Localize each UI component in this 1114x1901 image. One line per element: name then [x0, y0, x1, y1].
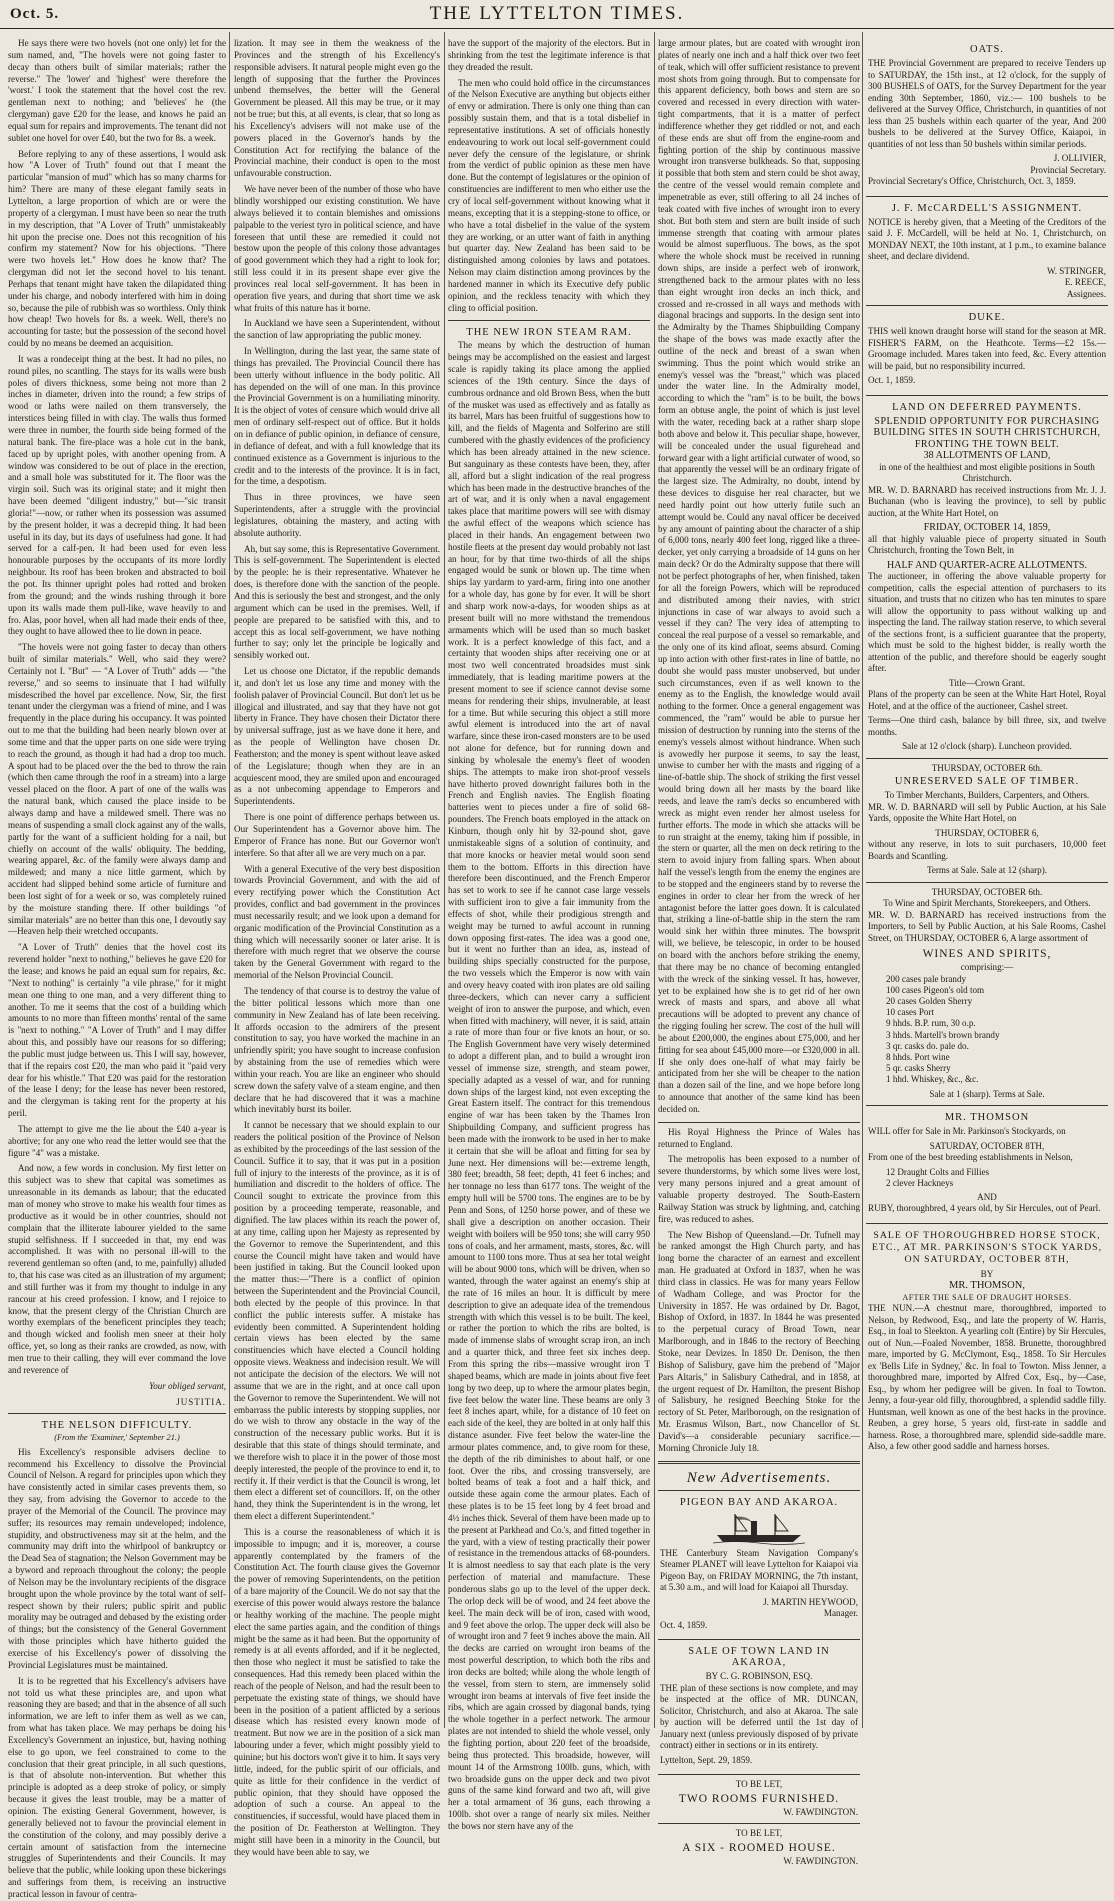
article-paragraph: This is a course the reasonableness of which it is impossible to impugn; and it is, moreover, a course apparently contemplated by the framers of the Constitution Act. The fourth clause gives the Governor the power of removing Superintendents, on the petition of a bare majority of the Council. We do not say that the exercise of this power would always restore the balance or healthy working of the machine. The people might elect the same parties again, and the condition of things might be the same as it had been. But the opportunity of remedy is at all events afforded, and if it be neglected, then those who neglect it must be satisfied to take the consequences. Had this remedy been placed within the reach of the people of Nelson, and had the result been to perpetuate the existing state of things, we should have been in the position of a patient afflicted by a serious disease which has resisted every known mode of treatment. But now we are in the position of a sick man labouring under a fever, which might possibly yield to quinine; but his doctors won't give it to him. It says very little, indeed, for the public spirit of our officials, and quite as little for their confidence in the verdict of public opinion, that they should have opposed the adoption of such a course. An appeal to the constituencies, if successful, would have placed them in the position of Dr. Featherston at Wellington. They might still have been in a minority in the Council, but they would have been able to say, we [234, 1526, 440, 1857]
advert-title: PIGEON BAY AND AKAROA. [679, 1496, 839, 1508]
advert-terms: Terms—One third cash, balance by bill three, six, and twelve months. [868, 715, 1106, 737]
advert-signature: E. REECE, [1064, 277, 1106, 287]
list-item: 100 cases Pigeon's old tom [886, 984, 985, 995]
advert-body: A SIX - ROOMED HOUSE. [682, 1841, 836, 1854]
advert-role: Provincial Secretary. [1030, 164, 1106, 175]
article-paragraph: Let us choose one Dictator, if the republic demands it, and don't let us lose any time and money with the foolish palaver of Provincial Council. But don't let us be illogical and illustrated, and say that they have not got liberty in France. They have chosen their Dictator there by universal suffrage, just as we have done it here, and as the people of Wellington have chosen Dr. Featherston; and the money is spent without leave asked of the Legislature; though when they are in an acquiescent mood, they are smiled upon and encouraged as a not unbecoming appendage to Emperors and Superintendents. [234, 666, 440, 807]
advert-title-line: Title—Crown Grant. [949, 677, 1025, 688]
advert-body: RUBY, thoroughbred, 4 years old, by Sir Hercules, out of Pearl. [868, 1203, 1101, 1214]
advert-body: without any reserve, in lots to suit purchasers, 10,000 feet Boards and Scantling. [868, 839, 1106, 861]
list-item: 12 Draught Colts and Fillies [886, 1166, 990, 1177]
list-item: 3 hhds. Martell's brown brandy [886, 1029, 1000, 1040]
advert-body: The auctioneer, in offering the above valuable property for competition, calls the especial attention of purchasers to its situation, and trusts that no citizen who has ten minutes to spare will allow the opportunity to pass without walking up and inspecting the land. The railway station reserve, to which several of the sections front, is a sufficient guarantee that the property, which must be sold to the highest bidder, is really worth the attention of the public, and therefore should be eagerly sought after. [868, 571, 1106, 673]
advert-oats [866, 38, 1108, 196]
advert-sale-time: Sale at 12 o'clock (sharp). Luncheon provided. [902, 741, 1072, 751]
letter-paragraph: "The hovels were not going faster to decay than others built of similar materials." Well, who said they were? Certainly not I. "But" — "A Lover of Truth" adds — "the reverse," and so seems to insinuate that I had wilfully misdescribed the hovel par excellence. Now, Sir, the first tenant under the clergyman was a friend of mine, and I was frequently in the place during his occupancy. It was pointed out to me that the building had been nearly blown over at some time and that the upper parts on one side were trying to reach the ground, as though it had had a drop too much. A spout had to be placed over the the bed to throw the rain (which then came through the roof in a stream) into a large vessel placed on the floor. A part of one of the walls was the natural bank, which caused the place inside to be always damp and have a mildewed smell. There was no means of suspending a small clock against any of the walls, partly for the want of a sufficient holding for a nail, but chiefly on account of the walls' obliquity. The bedding, wearing apparel, &c. of the family were always damp and mildewed; and many a nice little garment, which by accident had slipped behind some article of furniture and been lost sight of for a week or so, was completely ruined by the moisture standing there. If other buildings "of similar materials" are no better than this one, I devoutly say—Heaven help their wretched occupants. [8, 642, 226, 937]
column-rule [862, 32, 863, 1728]
advert-akaroa-land [658, 1639, 860, 1774]
advert-role: Assignees. [1066, 288, 1106, 299]
list-item: 10 cases Port [886, 1007, 934, 1018]
advert-signature: W. STRINGER, [1046, 265, 1106, 276]
advert-duke [866, 305, 1108, 395]
article-paragraph: His Excellency's responsible advisers decline to recommend his Excellency to dissolve the Provincial Council of Nelson. A regard for principles upon which they have consistently acted in similar cases prevents them, so they say, from advising the Governor to accede to the prayer of the Memorial of the Council. The province may suffer; its resources may remain undeveloped; indolence, stupidity, and obstructiveness may sit at the helm, and the community may drift into the whirlpool of bankruptcy or the Dead Sea of stagnation; the Nelson Government may be a byword and reproach throughout the colony; the people of Nelson may be the involuntary recipients of the disgrace brought upon the whole province by the total want of self-respect shown by their rulers; public spirit and public morality may be outraged and debased by the existing order of things; but the consistency of the General Government with those principles which have hitherto guided the exercise of his Excellency's power of dissolving the Provincial Legislatures must be maintained. [8, 1446, 226, 1670]
article-paragraph: There is one point of difference perhaps between us. Our Superintendent has a Governor above him. The Emperor of France has none. But our Governor won't interfere. So that after all we are very much on a par. [234, 812, 440, 858]
advert-byline: BY [980, 1268, 994, 1279]
advert-date: FRIDAY, OCTOBER 14, 1859, [923, 522, 1051, 533]
issue-date: Oct. 5. [10, 6, 60, 22]
newspaper-title: THE LYTTELTON TIMES. [429, 3, 685, 24]
advert-heading: HALF AND QUARTER-ACRE ALLOTMENTS. [887, 559, 1087, 571]
section-divider [448, 320, 650, 321]
advert-terms: Terms at Sale. Sale at 12 (sharp). [926, 865, 1048, 875]
advert-house-to-let [658, 1823, 860, 1872]
column-2 [234, 38, 440, 1857]
advert-pigeon-bay [658, 1490, 860, 1640]
list-item: 8 hhds. Port wine [886, 1051, 950, 1062]
letter-paragraph: And now, a few words in conclusion. My first letter on this subject was to shew that capital was sometimes as unreasonable in its demands as labour; that the educated man of money who strove to make his wealth four times as productive as it would be in other countries, should not complain that the illiterate labourer yielded to the same stupid selfishness. If I succeeded in that, my end was accomplished. It was with no personal ill-will to the reverend gentleman so often (and, to me, painfully) alluded to, that his case was cited as an illustration of my argument; and still further was it from my thought to indulge in any rancour at his creed profession. I know, and I rejoice to know, that the present clergy of the Christian Church are worthy exemplars of the beneficent principles they teach; and though wicked and foolish men sneer at their holy office, yet, so long as their ranks are crowded, as now, with men true to their calling, they will ever command the love and reverence of [8, 1163, 226, 1375]
article-heading: THE NELSON DIFFICULTY. [41, 1419, 193, 1431]
advert-comprising: comprising:— [960, 962, 1014, 972]
advert-thoroughbred-sale [866, 1223, 1108, 1461]
section-divider [658, 1122, 860, 1123]
list-item: 9 hhds. B.P. rum, 30 o.p. [886, 1018, 976, 1029]
column-3 [448, 38, 650, 1831]
advert-heading: 38 ALLOTMENTS OF LAND, [923, 450, 1051, 461]
advert-date: Oct. 1, 1859. [868, 375, 916, 385]
advert-body: Plans of the property can be seen at the White Hart Hotel, Royal Hotel, and at the office of the auctioneer, Cashel street. [868, 689, 1106, 711]
advert-audience: To Timber Merchants, Builders, Carpenters, and Others. [884, 790, 1090, 800]
column-rule [444, 32, 445, 1728]
section-divider [658, 1461, 860, 1464]
advert-body: THE plan of these sections is now complete, and may be inspected at the office of MR. DUNCAN, Solicitor, Christchurch, and also at Akaroa. The sale by auction will be deferred until the 1st day of January next (unless previously disposed of by private contract) either in sections or in its entirety. [660, 1682, 858, 1751]
list-item: 5 qr. casks Sherry [886, 1063, 951, 1074]
advert-title: LAND ON DEFERRED PAYMENTS. [892, 401, 1082, 413]
section-divider [8, 1413, 226, 1414]
advert-rooms-to-let [658, 1774, 860, 1823]
letter-paragraph: "A Lover of Truth" denies that the hovel cost its reverend holder "next to nothing," believes he gave £20 for the lease; and knows he paid an equal sum for repairs, &c. "Next to nothing" is certainly "a vile phrase," for it might mean one thing to one man, and a very different thing to another. To me it seems that the cost of a building which amounts to no more than fifteen months' rental of the same is "next to nothing." "A Lover of Truth" and I may differ about this, and possibly have our reasons for so differing; the public must judge between us. This I will say, however, that if the repairs cost £20, the man who paid it "paid very dear for his whistle." That £20 was paid for the restoration of the lease I deny; for the lease has never been restored, and the clergyman is taking rent for the property at his peril. [8, 942, 226, 1119]
article-paragraph: The means by which the destruction of human beings may be accomplished on the easiest and largest scale is rapidly taking its place among the applied sciences of the 19th century. Since the days of cumbrous ordnance and old Brown Bess, when the butt of the musket was used as effectively and as fatally as its barrel, Mars has been fruitful of suggestions how to kill, and the fields of Magenta and Solferino are still cumbered with the ghastly evidences of the proficiency which has been already attained in the new science. But sanguinary as these contests have been, they, after all, afford but a slight indication of the real progress which has been made in the destructive branches of the art of war, and it is only when a naval engagement takes place that maritime powers will see with dismay the awful effect of the weapons which science has placed in their hands. An engagement between two hostile fleets at the present day would probably not last an hour, for by that time two-thirds of all the ships engaged would be sunk or blown up. The time when ships lay yardarm to yard-arm, firing into one another for a whole day, has gone by for ever. It will be short and sharp work now-a-days, for wooden ships as at present built will no more withstand the tremendous armaments which will be used than so much basket work. It is a perfect knowledge of this fact, and a certainty that wooden ships after receiving one or at most two well concentrated broadsides must sink immediately, that is leading maritime powers at the present moment to see if science cannot devise some means for rendering their ships, invulnerable, at least for a time. But while securing this object a still more awful element is introduced into the art of naval warfare, since these iron-cased monsters are to be used not alone for defence, but for running down and sinking by wholesale the enemy's fleet of wooden ships. The attempts to make iron shot-proof vessels have hitherto proved downright failures both in the French and English navies. The English floating batteries went to pieces under a fire of solid 68-pounders. The French boats employed in the attack on Kinburn, though only hit by 32-pound shot, gave unmistakeable signs of a solution of continuity, and that more knocks or heavier metal would soon send them to the bottom. Efforts in this direction have therefore been discontinued, and the French Emperor has set to work to see if he cannot case large vessels with sufficient iron to give a fair immunity from the effects of shot, while their prodigious strength and weight may be turned to awful account in running down opposing first-rates. The idea was a good one, but it went no further than an idea, as, instead of building ships specially constructed for the purpose, the two vessels which the Emperor is now with vain and overy heavy coated with iron plates are old sailing three-deckers, which can never carry a sufficient weight of iron to answer the purpose, and which, even when fitted with machinery, will never, it is said, attain a rate of more than four or five knots an hour, or so. The English Government have very wisely determined to adopt a different plan, and to build a wrought iron vessel of immense size, strength, and steam power, specially adapted as a vessel of war, and for running down ships of the largest kind, not even excepting the Great Eastern itself. The contract for this tremendous engine of war has been taken by the Thames Iron Shipbuilding Company, and sufficient progress has been made with the ironwork to be used in her to make it certain that she will be afloat and fitting for sea by June next. Her dimensions will be:—extreme length, 380 feet; breadth, 58 feet; depth, 41 feet 6 inches; and her tonnage no less than 6177 tons. The weight of the empty hull will be 5700 tons. The engines are to be by Penn and Sons, of 1250 horse power, and of these we shall give a description on another occasion. Their weight with boilers will be 950 tons; she will carry 950 tons of coals, and her armament, masts, stores, &c. will amount to 1100 tons more. Thus at sea her total weight will be about 9000 tons, which will be driven, when so wanted, through the water against an enemy's ship at the rate of 16 miles an hour. It is difficult by mere description to give an adequate idea of the tremendous strength with which this vessel is to be built. The keel, or rather the portion to which the ribs are bolted, is made of immense slabs of wrought scrap iron, an inch and a quarter thick, and three feet six inches deep. From this spring the ribs—massive wrought iron T shaped beams, which are made in joints about five feet long by two deep, up to where the armour plates begin, five feet below the water line. These beams are only 3 feet 8 inches apart, while, for a distance of 10 feet on each side of the keel, they are bolted in at only half this distance asunder. Five feet below the water-line the armour plates commence, and, to give room for these, the depth of the rib diminishes to about half, or one foot. Over the ribs, and crossing transversely, are bolted beams of teak a foot and a half thick, and outside these again come the armour plates. Each of these plates is to be 15 feet long by 4 feet broad and 4½ inches thick. Several of them have been made up to the present at Parkhead and Co.'s, and fitted together in the yard, with a view of testing practically their power of resistance in the tremendous attacks of 68-pounders. It is almost needless to say that each plate is the very perfection of material and manufacture. These ponderous slabs go up to the level of the upper deck. The orlop deck will be of wood, and 24 feet above the keel. The main deck will be of iron, cased with wood, and 9 feet above the orlop. The upper deck will also be of wrought iron and 7 feet 9 inches above the main. All the decks are carried on wrought iron beams of the most powerful description, to which both the ribs and iron decks are bolted; while along the whole length of the vessel, from stern to stern, are immensely solid wrought iron beams at intervals of five feet inside the ribs, which are again crossed by diagonal bands, tying the whole together in a perfect network. The armour plates are not intended to shield the whole vessel, only the fighting portion, about 220 feet of the broadside, being thus protected. This broadside, however, will mount 14 of the Armstrong 100lb. guns, which, with two broadside guns on the upper deck and two pivot guns of the same kind forward and two aft, will give her a total armament of 36 guns, each throwing a 100lb. shot over a range of nearly six miles. Neither the bows nor stern have any of the [448, 340, 650, 1831]
list-item: 200 cases pale brandy [886, 973, 967, 984]
advert-date: Oct. 4, 1859. [660, 1619, 708, 1630]
list-item: 1 hhd. Whiskey, &c., &c. [886, 1074, 979, 1085]
article-paragraph: Thus in three provinces, we have seen Superintendents, after a struggle with the provincial legislatures, obtaining the mastery, and acting with absolute authority. [234, 492, 440, 538]
list-item: 2 clever Hackneys [886, 1177, 954, 1188]
article-paragraph: It is to be regretted that his Excellency's advisers have not told us what these principles are, and upon what reasoning they are based; and that in the absence of all such information, we are left to infer them as well as we can, from what has taken place. We may perhaps be doing his Excellency's Government an injustice, but, having nothing else to go upon, we feel constrained to come to the conclusion that their great principle, in all such questions, is that of absolute non-intervention. But whether this principle is adopted as a deep stroke of policy, or simply because it gives the least trouble, may be a matter of opinion. The existing General Government, however, is generally believed not to favour the provincial element in the constitution of the colony, and may possibly derive a certain amount of satisfaction from the internecine struggles of Superintendents and their Councils. It may believe that the public, while looking upon these bickerings and sufferings from them, is receiving an instructive practical lesson in favour of centra- [8, 1675, 226, 1899]
advert-land-deferred [866, 395, 1108, 758]
advert-subheading: in one of the healthiest and most eligible positions in South Christchurch. [879, 461, 1095, 483]
article-paragraph: Ah, but say some, this is Representative Government. This is self-government. The Superintendent is elected by the people: he is their representative. Whatever he does, is therefore done with the sanction of the people. And this is seriously the best and strongest, and the only argument which can be used in the premises. Well, if people are prepared to be satisfied with this, and to accept this as local self-government, we have nothing further to say; only let the principle be logically and sensibly worked out. [234, 543, 440, 661]
advert-auctioneer: MR. THOMSON, [949, 1280, 1025, 1292]
advert-timber [866, 758, 1108, 882]
article-paragraph: The tendency of that course is to destroy the value of the bitter political lessons which more than one community in New Zealand has of late been receiving. It affords occasion to the admirers of the present constitution to say, you have worked the machine in an unfriendly spirit; you have sought to increase confusion by abstaining from the use of remedies which were within your reach. You are like an engineer who should screw down the safety valve of a steam engine, and then declare that he had discovered that it was a machine which inevitably burst its boiler. [234, 985, 440, 1115]
advert-date: THURSDAY, OCTOBER 6th. [931, 762, 1043, 773]
advert-body: TWO ROOMS FURNISHED. [678, 1792, 840, 1805]
wine-list [886, 974, 1106, 1086]
masthead [0, 0, 1114, 29]
advert-heading: WINES AND SPIRITS, [922, 948, 1052, 960]
article-paragraph: In Wellington, during the last year, the same state of things has prevailed. The Provincial Council there has been utterly without influence in the body politic. All has depended on the will of one man. In this province the Provincial Government is on a humiliating minority. It is the object of votes of censure which would drive all men of ordinary self-respect out of office. But it holds on in defiance of public opinion, in defiance of censure, in defiance of defeat, and with a full knowledge that its continued existence as a Government is injurious to the credit and to the interests of the province. It is in fact, for the time, a despotism. [234, 346, 440, 487]
advert-and: AND [977, 1191, 997, 1202]
advert-date: THURSDAY, OCTOBER 6, [935, 827, 1039, 838]
article-paragraph: lization. It may see in them the weakness of the Provinces and the strength of his Excellency's responsible advisers. It natural people might even go the length of supposing that the further the Provinces unbend themselves, the better will the General Government be pleased. All this may be true, or it may not be true; but this, at all events, is clear, that so long as his Excellency's advisers will not make use of the powers placed in the Governor's hands by the Constitution Act for rectifying the balance of the Provincial machine, their conduct is open to the most unfavourable construction. [234, 38, 440, 179]
list-item: 20 cases Golden Sherry [886, 995, 973, 1006]
column-rule [229, 32, 230, 1728]
letter-signature: JUSTITIA. [176, 1396, 226, 1407]
advert-assignment [866, 196, 1108, 306]
advert-note: AFTER THE SALE OF DRAUGHT HORSES. [902, 1292, 1072, 1302]
letter-closing: Your obliged servant, [149, 1380, 226, 1391]
column-1 [8, 38, 226, 1899]
advert-title: DUKE. [968, 312, 1006, 323]
advert-title: OATS. [970, 44, 1004, 55]
article-paragraph: It cannot be necessary that we should explain to our readers the political position of the Province of Nelson as exhibited by the proceedings of the last session of the Council. Suffice it to say, that it was put in a position full of injury to the interests of the province, as it is of humiliation and discredit to the holders of office. The Council sought to extricate the province from this position by a proceeding temperate, reasonable, and dignified. The law places within its reach the power of, at any time, calling upon her Majesty as represented by the Governor to remove the Superintendent, and this course the Council might have taken and would have been justified in taking. But the Council looked upon the matter thus:—"There is a conflict of opinion between the Superintendent and the Provincial Council, both elected by the people of this province. In that conflict the public interests suffer. A mistake has evidently been committed. A Superintendent holding certain views has been elected by the same constituencies which have elected a Council holding opposite views. Weakness and indecision result. We will not anticipate the decision of the electors. We will not assume that we are in the right, and at once call upon the Governor to remove the Superintendent. We will not embarrass the public interests by stopping supplies, nor do we wish to throw any obstacle in the way of the construction of the necessary public works. But it is desirable that this state of things should terminate, and we therefore wish to place it in the power of those most deeply interested, the people of the province to end it, to rectify it. If their verdict is that the Council is wrong, let them elect a different set of councillors. If, on the other hand, they think the Superintendent is in the wrong, let them elect a different Superintendent." [234, 1120, 440, 1522]
advert-body: all that highly valuable piece of property situated in South Christchurch, fronting the Town Belt, in [868, 533, 1106, 555]
advert-sale-time: Sale at 1 (sharp). Terms at Sale. [929, 1088, 1045, 1099]
advert-title: MR. THOMSON [944, 1112, 1030, 1124]
advert-signature: J. MARTIN HEYWOOD, [763, 1596, 858, 1607]
article-paragraph: With a general Executive of the very best disposition towards Provincial Government, and with the aid of every rectifying power which the Constitution Act provides, conflict and bad government in the provinces must necessarily result; and we look upon a demand for organic modification of the Provincial Constitution as a thing which will necessarily sooner or later arise. It is therefore with much regret that we observe the course taken by the General Government with regard to the memorial of the Nelson Provincial Council. [234, 863, 440, 981]
advert-title: SALE OF TOWN LAND IN AKAROA, [688, 1646, 830, 1669]
column-5 [866, 38, 1108, 1726]
advert-body: THE Provincial Government are prepared to receive Tenders up to SATURDAY, the 15th inst., at 12 o'clock, for the supply of 300 BUSHELS of OATS, for the Survey Department for the year ending 30th September, 1860, viz.:— 100 bushels to be delivered at the Survey Office, Christchurch, in quantities of not less than 25 bushels within each quarter of the year, And 200 bushels to be delivered at the Survey Office, Kaiapoi, in quantities of not less than 50 bushels within similar periods. [868, 58, 1106, 149]
article-source: (From the 'Examiner,' September 21.) [54, 1432, 180, 1442]
horse-list [886, 1167, 1106, 1189]
advert-wines [866, 882, 1108, 1106]
article-paragraph: We have never been of the number of those who have blindly worshipped our existing constitution. We have always believed it to contain blemishes and omissions palpable to the veriest tyro in political science, and have foreseen that until these are remedied it could not bestow upon the people of this colony those advantages of good government which they had a right to look for; still less could it in its present shape ever give the provinces real local self-government. It has been in operation five years, and during that short time we ask what fruits of this nature has it borne. [234, 184, 440, 313]
advert-head: TO BE LET, [735, 1828, 783, 1839]
news-item: The metropolis has been exposed to a number of severe thunderstorms, by which some lives were lost, very many persons injured and a great amount of valuable property destroyed. The South-Eastern Railway Station was struck by lightning, and, catching fire, was reduced to ashes. [658, 1154, 860, 1224]
new-advertisements-heading: New Advertisements. [686, 1469, 832, 1486]
letter-paragraph: Before replying to any of these assertions, I would ask how "A Lover of Truth" found out that I meant the particular "mansion of mud" which has so many charms for him? There are many of these elegant family seats in Lyttelton, a large proportion of which are or were the property of a clergyman. I must have been so near the truth in my description, that "A Lover of Truth" unmistakeably hit upon the precise one. Does not this recognition of his confirm my statement? Now for his objections. "There were two hovels let." How does he know that? The clergyman did not let the second hovel to his tenant. Perhaps that tenant might have taken the dilapidated thing under his charge, and nobody interfered with him in doing so, because the pile of rubbish was so worthless. Only think how cheap! Two hovels for 8s. a week. Well, there's no accounting for taste; but the possession of the second hovel could by no means be deemed an acquisition. [8, 148, 226, 349]
advert-title: J. F. McCARDELL'S ASSIGNMENT. [891, 202, 1083, 214]
article-paragraph: have the support of the majority of the electors. But in shrinking from the test the legitimate inference is that they dreaded the result. [448, 38, 650, 72]
letter-paragraph: It was a rondeceipt thing at the best. It had no piles, no round piles, no scantling. The stays for its walls were bush poles of divers thickness, some being not more than 2 inches in diameter, driven into the round; a few strips of wood or laths were nailed on them transversely, the interstices being filled in with clay. The walls thus formed were three in number, the fourth side being formed of the natural bank. The fire-place was a hole cut in the bank, faced up by upright poles, with another opening from. A window was considered to be out of place in the erection, and a small hole was substituted for it. The floor was the virgin soil. Such was its original state; and it might then have been deemed "diligent industry," but—"sic transit gloria!"—now, or rather when its possession was assumed by the present holder, it was a decrepid thing. It had been useful in its day, but its days of usefulness had gone. It had served for a calf-pen. It had been used for even less honourable purposes by the occupants of its more lordly neighbour. Its roof has been broken and abstracted to boil the pot. Its thinner upright poles had rotted and broken from the ground; and the winds rushing through it bore upon its walls made them pull-like, wave heavily to and fro. Alas, poor hovel, when all had made their ends of thee, they ought to have allowed thee to lie down in peace. [8, 353, 226, 637]
advert-body: THE Canterbury Steam Navigation Company's Steamer PLANET will leave Lyttelton for Kaiapoi via Pigeon Bay, on FRIDAY MORNING, the 7th instant, at 5.30 a.m., and will load for Kaiapoi all Thursday. [660, 1547, 858, 1593]
advert-body: WILL offer for Sale in Mr. Parkinson's Stockyards, on [868, 1126, 1066, 1137]
advert-body: MR. W. D. BARNARD has received instructions from Mr. J. J. Buchanan (who is leaving the province), to sell by public auction, at the White Hart Hotel, on [868, 484, 1106, 518]
advert-signature: J. OLLIVIER, [1053, 153, 1106, 163]
article-paragraph: In Auckland we have seen a Superintendent, without the sanction of law appropriating the public money. [234, 318, 440, 341]
advert-thomson [866, 1105, 1108, 1223]
advert-head: TO BE LET, [735, 1779, 783, 1790]
advert-body: MR. W. D. BARNARD has received instructions from the Importers, to Sell by Public Auction, at his Sale Rooms, Cashel Street, on THURSDAY, OCTOBER 6, A large assortment of [868, 909, 1106, 943]
advert-title: SALE OF THOROUGHBRED HORSE STOCK, ETC., AT MR. PARKINSON'S STOCK YARDS, ON SATURDAY, OCTOBER 8TH, [871, 1229, 1103, 1265]
advert-role: Manager. [823, 1608, 858, 1619]
advert-body: THIS well known draught horse will stand for the season at MR. FISHER'S FARM, on the Heathcote. Terms—£2 15s.—Groomage included. Mares taken into feed, &c. Every attention will be paid, but no responsibility incurred. [868, 326, 1106, 371]
advert-audience: To Wine and Spirit Merchants, Storekeepers, and Others. [883, 898, 1091, 908]
advert-date: THURSDAY, OCTOBER 6th. [931, 886, 1043, 897]
steamship-icon [711, 1511, 807, 1545]
advert-title: UNRESERVED SALE OF TIMBER. [894, 776, 1080, 787]
article-paragraph: large armour plates, but are coated with wrought iron plates of nearly one inch and a half thick over two feet of teak, which will offer sufficient resistance to prevent most shots from going through. But to compensate for this apparent deficiency, both bows and stern are so covered and recessed in every direction with water-tight compartments, that it is a matter of perfect indifference whether they get riddled or not, and each of these ends are shut off from the engine-room and fighting portion of the ship by continuous massive wrought iron transverse bulkheads. So that, supposing it possible that both stem and stern could be shot away, the centre of the vessel would remain complete and impenetrable as ever, still offering to all 24 inches of teak coated with five inches of wrought iron to every shot. But both stem and stern are built inside of such immense strength that coating with armour plates would be almost superfluous. The bows, as the spot where the whole shock must be received in running down ships, are inside a perfect web of ironwork, strengthened back to the armour plates with no less than eight wrought iron decks an inch thick, and crossed and re-crossed in all ways and methods with diagonal bracings and supports. In the design sent into the Admiralty by the Thames Shipbuilding Company the shape of the bows was made exactly after the outline of the neck and breast of a swan when swimming. Thus the point which would strike an enemy's vessel was the "breast," which was placed under the water line. In the Admiralty model, according to which the "ram" is to be built, the bows form an obtuse angle, the point of which is just level with the water, receding back at a rather sharp slope both above and below it. This peculiar shape, however, will be concealed under the usual figurehead and forward gear with a light artificial cutwater of wood, so that apparently the vessel will be an ordinary frigate of the largest size. The Admiralty, no doubt, intend by these devices to disguise her real character, but we need hardly point out how utterly futile such an attempt would be. Could any naval officer be deceived by any amount of painting about the character of a ship of 6,000 tons, nearly 400 feet long, rigged like a three-decker, yet only carrying a broadside of 14 guns on her main deck? Or do the Admiralty suppose that there will not be perfect photographs of her, when finished, taken for all the foreign Powers, which will be reproduced and distributed among their navies, with strict injunctions in case of war always to avoid such a vessel if they can? The very idea of attempting to conceal the real purpose of a vessel so remarkable, and the only one of its kind afloat, seems absurd. Coming up into action with other first-rates in line of battle, no doubt she would pass muster unobserved, but under such circumstances, even if as well known to the enemy as to the English, the knowledge would avail nothing to the former. Once a general engagement was commenced, the "ram" would be able to pursue her mission of destruction by running into the sterns of the enemy's vessels almost without hindrance. When such is avowedly her purpose it seems, to say the least, unwise to cumber her with the masts and rigging of a line-of-battle ship. The shock of striking the first vessel would bring down all her masts by the board like reeds, and leave the ram's decks so encumbered with wreck as might even render her almost useless for further efforts. The mode in which she attacks will be to run straight at the enemy, taking him if possible, in the stern or quarter, all the men on deck retiring to the stern to avoid injury from falling spars. When about half the vessel's length from the enemy the engines are to be stopped and the engineers stand by to reverse the engines in order to clear her from the wreck of her antagonist before the latter goes down. It is calculated that, striking a line-of-battle ship in the stern the ram would sink her within three minutes. The bowsprit will, we believe, be telescopic, in order to be housed on board with the anchors before striking the enemy, that there may be no chance of becoming entangled with the wreck of the sinking vessel. It has, however, yet to be explained how she is to get rid of her own wreck of masts and spars, and above all what precautions will be adopted to prevent any chance of the rigging fouling her screw. The cost of the hull will be about £200,000, the engines about £75,000, and her fitting for sea about £45,000 more—or £320,000 in all. If she only does one-half of what may fairly be anticipated from her she will be cheaper to the nation than a dozen sail of the line, and we hope before long to announce that another of the same kind has been decided on. [658, 38, 861, 1114]
article-paragraph: The men who could hold office in the circumstances of the Nelson Executive are anything but objects either of envy or admiration. There is only one thing than can possibly sustain them, and that is a total disbelief in representative institutions. A set of officials honestly endeavouring to work out local self-government could never defy the censure of the legislature, or shrink from the verdict of public opinion as these men have done. But the contempt of legislatures or the opinion of constituencies are indifferent to men who either use the cry of local self-government without knowing what it means, excepting that it is a stepping-stone to office, or who have a total disbelief in the value of the system they are working, or an utter want of faith in anything but quarter day. New Zealand has been said to be distinguished among colonies by laws and potatoes. Nelson may claim distinction among provinces by the hardened manner in which its Executive defy public opinion, and the reckless tenacity with which they cling to official position. [448, 77, 650, 313]
list-item: 3 qr. casks do. pale do. [886, 1040, 969, 1051]
article-heading: THE NEW IRON STEAM RAM. [466, 327, 632, 339]
advert-body: MR. W. D. BARNARD will sell by Public Auction, at his Sale Yards, opposite the White Hart Hotel, on [868, 801, 1106, 823]
advert-byline: BY C. G. ROBINSON, ESQ. [705, 1671, 813, 1682]
advert-place: Provincial Secretary's Office, Christchurch, Oct. 3, 1859. [868, 176, 1076, 186]
advert-heading: SPLENDID OPPORTUNITY FOR PURCHASING BUILDING SITES IN SOUTH CHRISTCHURCH, FRONTING THE TOWN BELT. [873, 415, 1101, 450]
news-item: The New Bishop of Queensland.—Dr. Tufnell may be ranked amongst the High Church party, and has long borne the character of an earnest and excellent man. He graduated at Oxford in 1837, when he was third class in classics. He was for many years Fellow of Wadham College, and was Proctor for the University in 1857. He was ordained by Dr. Bagot, Bishop of Oxford, in 1837. In 1844 he was presented to the perpetual curacy of Broad Town, near Marlborough, and in 1846 to the rectory of Beeching Stoke, near Devizes. In 1850 Dr. Denison, the then Bishop of Salisbury, gave him the prebend of "Major Pars Altaris," in Salisbury Cathedral, and in 1858, at the urgent request of Dr. Hamilton, the present Bishop of Salisbury, he resigned Beeching Stoke for the rectory of St. Peter, Marlborough, on the resignation of Mr. Erasmus Wilson, Bart., now Chancellor of St. David's—a considerable pecuniary sacrifice.—Morning Chronicle July 18. [658, 1229, 860, 1453]
letter-paragraph: The attempt to give me the lie about the £40 a-year is abortive; for any one who read the letter would see that the figure "4" was a mistake. [8, 1123, 226, 1158]
news-item: His Royal Highness the Prince of Wales has returned to England. [658, 1126, 860, 1149]
advert-body: THE NUN.—A chestnut mare, thoroughbred, imported to Nelson, by Redwood, Esq., and late the property of W. Harris, Esq., in foal to Sleekton. A yearling colt (Entire) by Sir Hercules, out of Nun.—Foaled November, 1858. Brunette, thoroughbred mare, imported by G. McClymont, Esq., 1858. To Sir Hercules ex 'Bells Life in Sydney,' &c. In foal to Towton. Miss Jenner, a thoroughbred mare, imported by Alfred Cox, Esq., by—Case, Esq., by whom her pedigree will be given. In foal to Towton. Jenny, a four-year old filly, thoroughbred, a splendid saddle filly. Huntsman, well known as one of the best hacks in the province. Reuben, a grey horse, 5 years old, first-rate in saddle and harness. Rose, a thoroughbred mare, splendid side-saddle mare. Also, a few other good saddle and harness horses. [868, 1303, 1106, 1452]
advert-date: Lyttelton, Sept. 29, 1859. [660, 1754, 753, 1765]
advert-date: SATURDAY, OCTOBER 8TH, [929, 1140, 1045, 1151]
advert-signature: W. FAWDINGTON. [783, 1806, 858, 1817]
advert-body: NOTICE is hereby given, that a Meeting of the Creditors of the said J. F. McCardell, will be held at No. 1, Christchurch, on MONDAY NEXT, the 10th instant, at 1 p.m., to examine balance sheet, and declare dividend. [868, 216, 1106, 261]
column-4 [658, 38, 861, 1866]
advert-body: From one of the best breeding establishments in Nelson, [868, 1152, 1073, 1163]
letter-paragraph: He says there were two hovels (not one only) let for the sum named, and, "The hovels were not going faster to decay than others built of similar materials; rather the reverse." The 'lower' and 'highest' were therefore the 'worst.' I took the statement that the hovel cost the rev. gentleman next to nothing; and 'believes' he (the clergyman) gave £20 for the lease, and knows he paid an equal sum for repairs and improvements. The tenant did not sublet one hovel for over £40, but the two for 8s. a week. [8, 38, 226, 143]
advert-signature: W. FAWDINGTON. [783, 1855, 858, 1866]
column-rule [654, 32, 655, 1728]
